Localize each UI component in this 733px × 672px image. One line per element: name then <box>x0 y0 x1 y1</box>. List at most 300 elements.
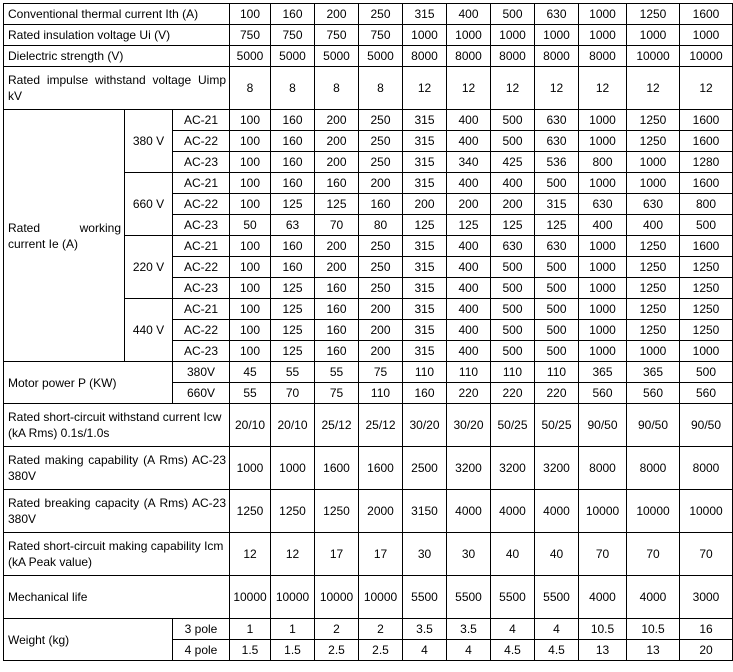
value-cell: 8000 <box>535 46 579 67</box>
value-cell: 55 <box>230 383 271 404</box>
value-cell: 20/10 <box>271 404 315 447</box>
value-cell: 1250 <box>680 320 733 341</box>
value-cell: 1600 <box>680 4 733 25</box>
value-cell: 400 <box>447 110 491 131</box>
value-cell: 500 <box>491 4 535 25</box>
value-cell: 10000 <box>627 46 680 67</box>
value-cell: 50 <box>230 215 271 236</box>
value-cell: 40 <box>491 533 535 576</box>
value-cell: 10000 <box>680 490 733 533</box>
value-cell: 10000 <box>315 576 359 619</box>
value-cell: 1250 <box>627 320 680 341</box>
value-cell: 3000 <box>680 576 733 619</box>
value-cell: 100 <box>230 152 271 173</box>
pole-label: 4 pole <box>173 640 230 661</box>
value-cell: 400 <box>447 131 491 152</box>
value-cell: 50/25 <box>535 404 579 447</box>
category-label: AC-23 <box>173 152 230 173</box>
value-cell: 365 <box>579 362 627 383</box>
value-cell: 400 <box>447 299 491 320</box>
value-cell: 10000 <box>271 576 315 619</box>
value-cell: 250 <box>359 152 403 173</box>
value-cell: 250 <box>359 257 403 278</box>
value-cell: 1250 <box>680 299 733 320</box>
value-cell: 500 <box>535 278 579 299</box>
value-cell: 12 <box>579 67 627 110</box>
row-label: Dielectric strength (V) <box>4 46 230 67</box>
value-cell: 110 <box>535 362 579 383</box>
value-cell: 70 <box>315 215 359 236</box>
row-insulation-voltage <box>4 25 733 46</box>
value-cell: 250 <box>359 236 403 257</box>
value-cell: 5500 <box>535 576 579 619</box>
value-cell: 425 <box>491 152 535 173</box>
value-cell: 220 <box>491 383 535 404</box>
row-impulse-voltage <box>4 67 733 110</box>
value-cell: 30 <box>403 533 447 576</box>
value-cell: 1250 <box>680 257 733 278</box>
value-cell: 1280 <box>680 152 733 173</box>
value-cell: 1000 <box>230 447 271 490</box>
voltage-label: 380V <box>173 362 230 383</box>
value-cell: 160 <box>271 257 315 278</box>
value-cell: 315 <box>535 194 579 215</box>
value-cell: 1600 <box>680 173 733 194</box>
value-cell: 125 <box>271 278 315 299</box>
category-label: AC-21 <box>173 299 230 320</box>
value-cell: 340 <box>447 152 491 173</box>
value-cell: 13 <box>579 640 627 661</box>
value-cell: 160 <box>271 152 315 173</box>
value-cell: 125 <box>271 341 315 362</box>
value-cell: 125 <box>447 215 491 236</box>
value-cell: 1250 <box>627 278 680 299</box>
value-cell: 12 <box>403 67 447 110</box>
value-cell: 12 <box>535 67 579 110</box>
value-cell: 2.5 <box>315 640 359 661</box>
value-cell: 200 <box>315 110 359 131</box>
value-cell: 13 <box>627 640 680 661</box>
value-cell: 12 <box>627 67 680 110</box>
value-cell: 110 <box>447 362 491 383</box>
value-cell: 2 <box>315 619 359 640</box>
value-cell: 315 <box>403 299 447 320</box>
value-cell: 125 <box>403 215 447 236</box>
value-cell: 80 <box>359 215 403 236</box>
value-cell: 70 <box>579 533 627 576</box>
value-cell: 3200 <box>535 447 579 490</box>
value-cell: 400 <box>579 215 627 236</box>
value-cell: 100 <box>230 278 271 299</box>
voltage-label: 440 V <box>125 299 173 362</box>
value-cell: 110 <box>359 383 403 404</box>
value-cell: 1000 <box>579 110 627 131</box>
value-cell: 1600 <box>680 110 733 131</box>
value-cell: 5500 <box>403 576 447 619</box>
value-cell: 4000 <box>627 576 680 619</box>
category-label: AC-22 <box>173 257 230 278</box>
value-cell: 90/50 <box>579 404 627 447</box>
value-cell: 1250 <box>627 4 680 25</box>
value-cell: 630 <box>579 194 627 215</box>
value-cell: 800 <box>579 152 627 173</box>
category-label: AC-21 <box>173 173 230 194</box>
value-cell: 160 <box>271 173 315 194</box>
value-cell: 500 <box>491 341 535 362</box>
value-cell: 5500 <box>491 576 535 619</box>
value-cell: 70 <box>680 533 733 576</box>
value-cell: 1000 <box>403 25 447 46</box>
value-cell: 12 <box>271 533 315 576</box>
value-cell: 400 <box>447 320 491 341</box>
category-label: AC-23 <box>173 341 230 362</box>
value-cell: 10000 <box>680 46 733 67</box>
category-label: AC-21 <box>173 110 230 131</box>
row-label: Rated making capability (A Rms) AC-23 380V <box>4 447 230 490</box>
value-cell: 400 <box>447 257 491 278</box>
value-cell: 250 <box>359 278 403 299</box>
contactor-spec-table <box>3 3 733 661</box>
row-working-current <box>4 110 733 131</box>
value-cell: 500 <box>491 257 535 278</box>
value-cell: 125 <box>315 194 359 215</box>
category-label: AC-22 <box>173 131 230 152</box>
value-cell: 70 <box>627 533 680 576</box>
value-cell: 4000 <box>491 490 535 533</box>
voltage-label: 380 V <box>125 110 173 173</box>
value-cell: 750 <box>230 25 271 46</box>
value-cell: 1000 <box>535 25 579 46</box>
value-cell: 160 <box>315 299 359 320</box>
category-label: AC-23 <box>173 278 230 299</box>
value-cell: 536 <box>535 152 579 173</box>
value-cell: 4.5 <box>491 640 535 661</box>
value-cell: 8000 <box>680 447 733 490</box>
value-cell: 1000 <box>579 341 627 362</box>
value-cell: 500 <box>535 257 579 278</box>
row-label: Rated short-circuit making capability Icm (kA Peak value) <box>4 533 230 576</box>
value-cell: 200 <box>359 173 403 194</box>
value-cell: 63 <box>271 215 315 236</box>
value-cell: 1000 <box>579 257 627 278</box>
value-cell: 125 <box>271 194 315 215</box>
value-cell: 8000 <box>627 447 680 490</box>
row-label: Weight (kg) <box>4 619 173 661</box>
value-cell: 100 <box>230 194 271 215</box>
value-cell: 1000 <box>579 173 627 194</box>
value-cell: 100 <box>230 299 271 320</box>
row-withstand-current <box>4 404 733 447</box>
value-cell: 400 <box>447 341 491 362</box>
value-cell: 8 <box>271 67 315 110</box>
value-cell: 1250 <box>627 131 680 152</box>
value-cell: 2.5 <box>359 640 403 661</box>
value-cell: 500 <box>491 110 535 131</box>
value-cell: 1600 <box>680 131 733 152</box>
value-cell: 630 <box>627 194 680 215</box>
value-cell: 400 <box>627 215 680 236</box>
value-cell: 10000 <box>230 576 271 619</box>
value-cell: 315 <box>403 320 447 341</box>
value-cell: 125 <box>271 320 315 341</box>
value-cell: 250 <box>359 4 403 25</box>
row-label: Motor power P (KW) <box>4 362 173 404</box>
value-cell: 500 <box>535 341 579 362</box>
value-cell: 100 <box>230 320 271 341</box>
value-cell: 630 <box>535 110 579 131</box>
value-cell: 1.5 <box>271 640 315 661</box>
value-cell: 250 <box>359 131 403 152</box>
value-cell: 160 <box>271 110 315 131</box>
category-label: AC-21 <box>173 236 230 257</box>
value-cell: 5500 <box>447 576 491 619</box>
row-label: Rated insulation voltage Ui (V) <box>4 25 230 46</box>
value-cell: 8000 <box>579 447 627 490</box>
category-label: AC-22 <box>173 320 230 341</box>
value-cell: 1000 <box>579 278 627 299</box>
value-cell: 4 <box>491 619 535 640</box>
value-cell: 315 <box>403 341 447 362</box>
row-weight <box>4 619 733 640</box>
value-cell: 200 <box>315 4 359 25</box>
value-cell: 2500 <box>403 447 447 490</box>
value-cell: 8000 <box>447 46 491 67</box>
value-cell: 315 <box>403 110 447 131</box>
value-cell: 315 <box>403 236 447 257</box>
value-cell: 125 <box>491 215 535 236</box>
value-cell: 125 <box>271 299 315 320</box>
value-cell: 200 <box>315 257 359 278</box>
value-cell: 75 <box>359 362 403 383</box>
value-cell: 8 <box>315 67 359 110</box>
value-cell: 4 <box>447 640 491 661</box>
value-cell: 100 <box>230 236 271 257</box>
value-cell: 160 <box>271 4 315 25</box>
value-cell: 560 <box>627 383 680 404</box>
value-cell: 100 <box>230 4 271 25</box>
value-cell: 1600 <box>680 236 733 257</box>
value-cell: 3.5 <box>403 619 447 640</box>
value-cell: 1000 <box>680 25 733 46</box>
value-cell: 30/20 <box>403 404 447 447</box>
value-cell: 400 <box>447 236 491 257</box>
value-cell: 400 <box>491 173 535 194</box>
value-cell: 25/12 <box>315 404 359 447</box>
value-cell: 12 <box>230 533 271 576</box>
value-cell: 200 <box>315 236 359 257</box>
row-mechanical-life <box>4 576 733 619</box>
value-cell: 16 <box>680 619 733 640</box>
value-cell: 200 <box>491 194 535 215</box>
value-cell: 1000 <box>579 4 627 25</box>
value-cell: 160 <box>271 236 315 257</box>
value-cell: 8000 <box>491 46 535 67</box>
value-cell: 1250 <box>627 236 680 257</box>
value-cell: 630 <box>535 236 579 257</box>
category-label: AC-23 <box>173 215 230 236</box>
row-label: Mechanical life <box>4 576 230 619</box>
value-cell: 750 <box>271 25 315 46</box>
voltage-label: 660 V <box>125 173 173 236</box>
value-cell: 400 <box>447 4 491 25</box>
value-cell: 500 <box>535 320 579 341</box>
value-cell: 20/10 <box>230 404 271 447</box>
row-dielectric-strength <box>4 46 733 67</box>
value-cell: 500 <box>491 299 535 320</box>
row-label: Rated working current Ie (A) <box>4 110 125 362</box>
row-making-capability <box>4 447 733 490</box>
value-cell: 90/50 <box>680 404 733 447</box>
value-cell: 1000 <box>627 152 680 173</box>
value-cell: 45 <box>230 362 271 383</box>
value-cell: 25/12 <box>359 404 403 447</box>
value-cell: 1000 <box>491 25 535 46</box>
value-cell: 2000 <box>359 490 403 533</box>
pole-label: 3 pole <box>173 619 230 640</box>
value-cell: 1250 <box>315 490 359 533</box>
value-cell: 630 <box>535 4 579 25</box>
value-cell: 315 <box>403 257 447 278</box>
value-cell: 5000 <box>315 46 359 67</box>
value-cell: 17 <box>359 533 403 576</box>
value-cell: 4.5 <box>535 640 579 661</box>
value-cell: 1250 <box>680 278 733 299</box>
value-cell: 3200 <box>491 447 535 490</box>
value-cell: 100 <box>230 257 271 278</box>
value-cell: 1 <box>230 619 271 640</box>
value-cell: 1000 <box>627 173 680 194</box>
row-short-circuit-making <box>4 533 733 576</box>
value-cell: 160 <box>315 173 359 194</box>
value-cell: 630 <box>491 236 535 257</box>
value-cell: 1000 <box>680 341 733 362</box>
value-cell: 1600 <box>315 447 359 490</box>
value-cell: 160 <box>315 341 359 362</box>
value-cell: 500 <box>535 173 579 194</box>
value-cell: 1 <box>271 619 315 640</box>
value-cell: 4000 <box>535 490 579 533</box>
value-cell: 160 <box>359 194 403 215</box>
value-cell: 1000 <box>271 447 315 490</box>
row-label: Rated breaking capacity (A Rms) AC-23 380V <box>4 490 230 533</box>
value-cell: 5000 <box>271 46 315 67</box>
value-cell: 55 <box>271 362 315 383</box>
value-cell: 4 <box>403 640 447 661</box>
value-cell: 8000 <box>403 46 447 67</box>
row-thermal-current <box>4 4 733 25</box>
value-cell: 560 <box>680 383 733 404</box>
row-breaking-capacity <box>4 490 733 533</box>
value-cell: 200 <box>359 341 403 362</box>
value-cell: 1000 <box>627 25 680 46</box>
value-cell: 250 <box>359 110 403 131</box>
value-cell: 200 <box>359 320 403 341</box>
value-cell: 12 <box>491 67 535 110</box>
value-cell: 10000 <box>627 490 680 533</box>
value-cell: 315 <box>403 131 447 152</box>
value-cell: 8000 <box>579 46 627 67</box>
value-cell: 500 <box>680 362 733 383</box>
voltage-label: 220 V <box>125 236 173 299</box>
value-cell: 1250 <box>627 257 680 278</box>
row-motor-power <box>4 362 733 383</box>
value-cell: 160 <box>403 383 447 404</box>
value-cell: 200 <box>403 194 447 215</box>
value-cell: 100 <box>230 173 271 194</box>
value-cell: 500 <box>680 215 733 236</box>
value-cell: 1000 <box>579 25 627 46</box>
value-cell: 500 <box>535 299 579 320</box>
value-cell: 100 <box>230 131 271 152</box>
category-label: AC-22 <box>173 194 230 215</box>
value-cell: 10.5 <box>627 619 680 640</box>
value-cell: 1000 <box>579 320 627 341</box>
value-cell: 200 <box>359 299 403 320</box>
value-cell: 50/25 <box>491 404 535 447</box>
value-cell: 1600 <box>359 447 403 490</box>
value-cell: 500 <box>491 278 535 299</box>
value-cell: 200 <box>315 152 359 173</box>
value-cell: 100 <box>230 110 271 131</box>
value-cell: 110 <box>403 362 447 383</box>
value-cell: 500 <box>491 131 535 152</box>
value-cell: 500 <box>491 320 535 341</box>
value-cell: 750 <box>315 25 359 46</box>
value-cell: 3.5 <box>447 619 491 640</box>
value-cell: 5000 <box>230 46 271 67</box>
value-cell: 8 <box>359 67 403 110</box>
value-cell: 10000 <box>359 576 403 619</box>
value-cell: 1000 <box>579 236 627 257</box>
value-cell: 560 <box>579 383 627 404</box>
value-cell: 20 <box>680 640 733 661</box>
value-cell: 3200 <box>447 447 491 490</box>
value-cell: 4000 <box>579 576 627 619</box>
voltage-label: 660V <box>173 383 230 404</box>
value-cell: 1.5 <box>230 640 271 661</box>
value-cell: 12 <box>680 67 733 110</box>
row-label: Conventional thermal current Ith (A) <box>4 4 230 25</box>
value-cell: 400 <box>447 278 491 299</box>
value-cell: 1000 <box>447 25 491 46</box>
value-cell: 315 <box>403 152 447 173</box>
value-cell: 90/50 <box>627 404 680 447</box>
value-cell: 110 <box>491 362 535 383</box>
value-cell: 75 <box>315 383 359 404</box>
value-cell: 100 <box>230 341 271 362</box>
value-cell: 160 <box>271 131 315 152</box>
value-cell: 1250 <box>627 299 680 320</box>
value-cell: 40 <box>535 533 579 576</box>
value-cell: 5000 <box>359 46 403 67</box>
value-cell: 220 <box>535 383 579 404</box>
value-cell: 200 <box>447 194 491 215</box>
value-cell: 8 <box>230 67 271 110</box>
value-cell: 55 <box>315 362 359 383</box>
value-cell: 315 <box>403 278 447 299</box>
value-cell: 4 <box>535 619 579 640</box>
value-cell: 3150 <box>403 490 447 533</box>
value-cell: 10.5 <box>579 619 627 640</box>
value-cell: 1000 <box>627 341 680 362</box>
value-cell: 1250 <box>271 490 315 533</box>
value-cell: 315 <box>403 173 447 194</box>
value-cell: 17 <box>315 533 359 576</box>
value-cell: 365 <box>627 362 680 383</box>
value-cell: 125 <box>535 215 579 236</box>
value-cell: 400 <box>447 173 491 194</box>
value-cell: 2 <box>359 619 403 640</box>
